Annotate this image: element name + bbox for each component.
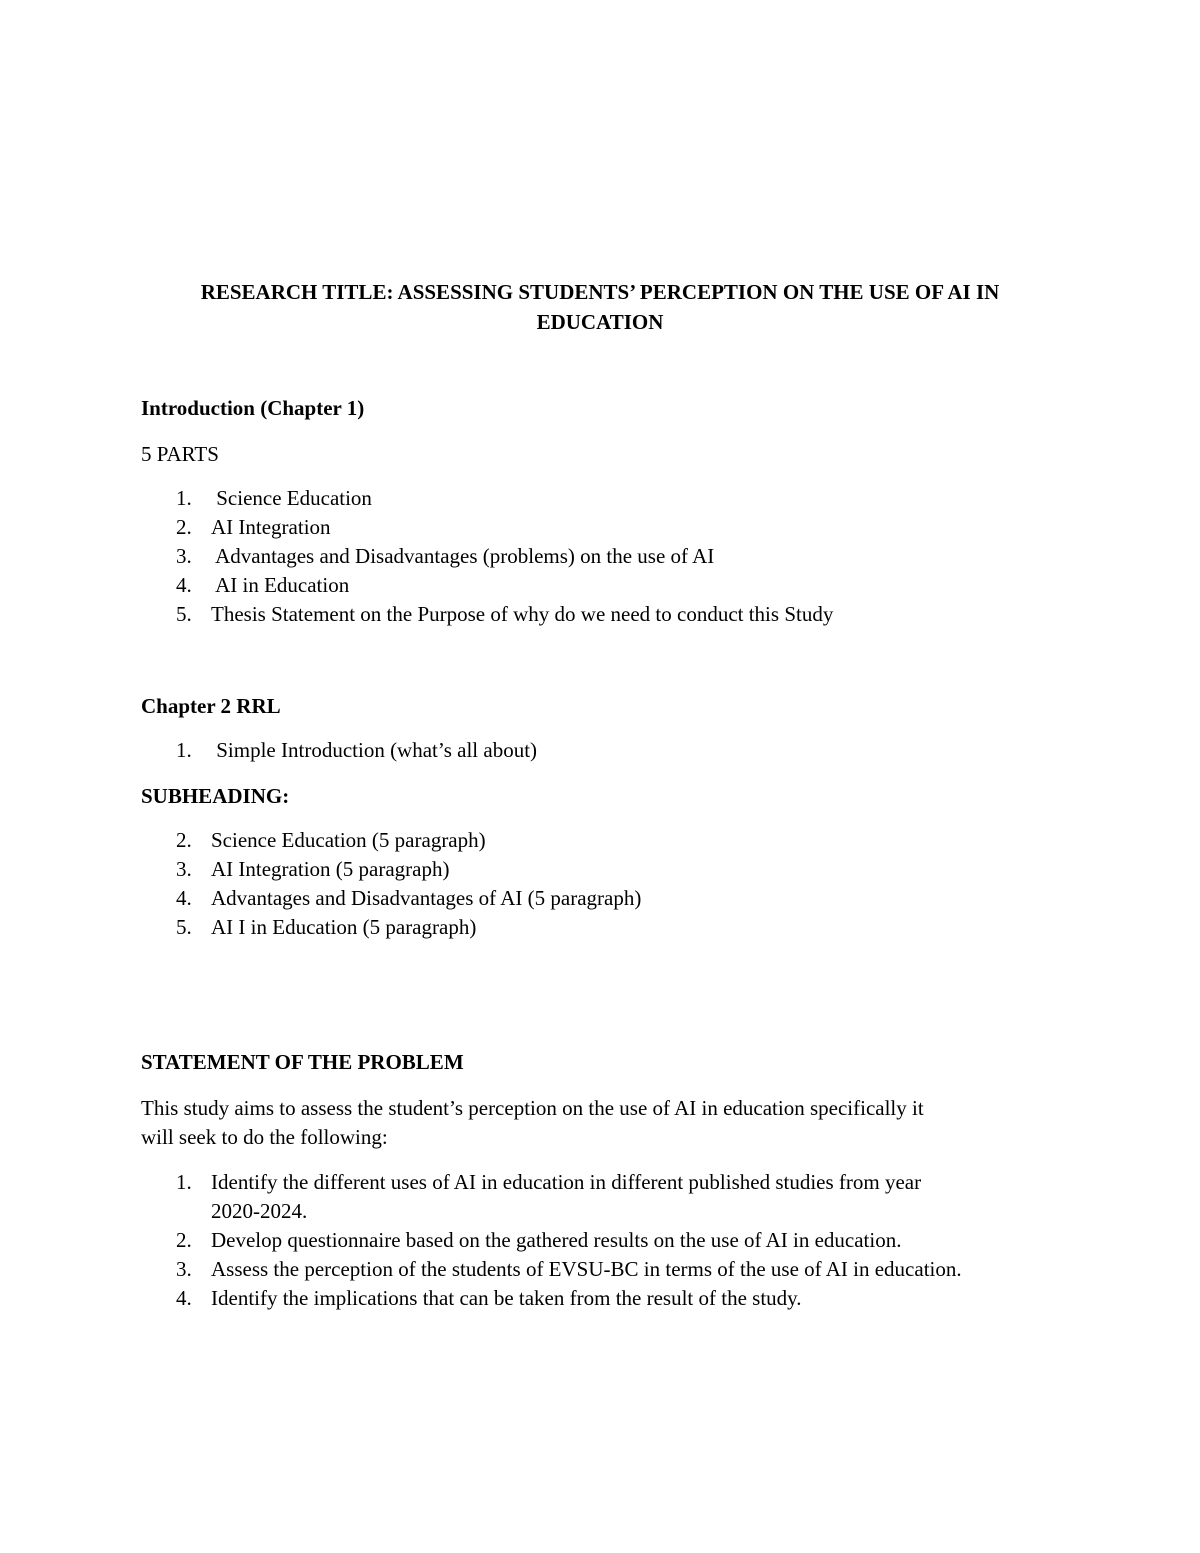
problem-section — [141, 1048, 1071, 1077]
chapter2-heading: Chapter 2 RRL — [141, 694, 281, 718]
list-item — [141, 600, 1071, 629]
list-item — [141, 884, 1071, 913]
list-item-text-continued: 2020-2024. — [211, 1199, 308, 1223]
list-item-text: AI Integration (5 paragraph) — [211, 857, 450, 881]
list-number: 3. — [176, 544, 192, 568]
problem-paragraph-line-1: This study aims to assess the student’s perception on the use of AI in education specifically it — [141, 1096, 924, 1120]
list-item — [141, 513, 1071, 542]
list-number: 2. — [176, 515, 192, 539]
list-item-text: AI in Education — [211, 573, 350, 597]
research-title — [100, 277, 1100, 337]
list-item — [141, 913, 1071, 942]
list-item-text: Advantages and Disadvantages of AI (5 paragraph) — [211, 886, 642, 910]
list-item-text: AI I in Education (5 paragraph) — [211, 915, 477, 939]
problem-heading: STATEMENT OF THE PROBLEM — [141, 1050, 464, 1074]
parts-label: 5 PARTS — [141, 442, 219, 466]
list-item — [141, 1168, 1071, 1226]
research-title-line-2: EDUCATION — [536, 310, 664, 334]
list-item-text: Identify the implications that can be taken from the result of the study. — [211, 1286, 802, 1310]
research-title-line-1: RESEARCH TITLE: ASSESSING STUDENTS’ PERCEPTION ON THE USE OF AI IN — [200, 280, 1000, 304]
list-item-text: Advantages and Disadvantages (problems) on the use of AI — [211, 544, 715, 568]
list-item — [141, 1255, 1071, 1284]
list-number: 4. — [176, 573, 192, 597]
list-item — [141, 736, 1071, 765]
list-item-text: Identify the different uses of AI in education in different published studies from year — [211, 1170, 922, 1194]
list-number: 2. — [176, 828, 192, 852]
list-number: 4. — [176, 886, 192, 910]
chapter2-intro-block — [141, 736, 1071, 765]
problem-paragraph-line-2: will seek to do the following: — [141, 1125, 388, 1149]
chapter2-list — [141, 826, 1071, 942]
list-item-text: AI Integration — [211, 515, 331, 539]
subheading-block — [141, 782, 1071, 811]
introduction-section — [141, 394, 1071, 423]
list-number: 3. — [176, 1257, 192, 1281]
chapter2-list-block — [141, 826, 1071, 942]
list-number: 3. — [176, 857, 192, 881]
list-item-text: Science Education (5 paragraph) — [211, 828, 486, 852]
list-item — [141, 542, 1071, 571]
list-number: 5. — [176, 602, 192, 626]
list-number: 1. — [176, 486, 192, 510]
list-number: 1. — [176, 738, 192, 762]
chapter2-section — [141, 692, 1071, 721]
introduction-list — [141, 484, 1071, 629]
problem-paragraph-block — [141, 1094, 1071, 1152]
list-item — [141, 826, 1071, 855]
problem-list-block — [141, 1168, 1071, 1313]
list-number: 5. — [176, 915, 192, 939]
list-item-text: Thesis Statement on the Purpose of why do we need to conduct this Study — [211, 602, 834, 626]
list-item-text: Assess the perception of the students of EVSU-BC in terms of the use of AI in education. — [211, 1257, 962, 1281]
parts-label-block — [141, 440, 1071, 469]
list-item-text: Develop questionnaire based on the gathered results on the use of AI in education. — [211, 1228, 902, 1252]
introduction-list-block — [141, 484, 1071, 629]
chapter2-intro-list — [141, 736, 1071, 765]
list-item-text: Simple Introduction (what’s all about) — [211, 738, 538, 762]
list-number: 2. — [176, 1228, 192, 1252]
list-item-text: Science Education — [211, 486, 372, 510]
introduction-heading: Introduction (Chapter 1) — [141, 396, 365, 420]
problem-list — [141, 1168, 1071, 1313]
list-number: 1. — [176, 1170, 192, 1194]
list-item — [141, 571, 1071, 600]
list-item — [141, 855, 1071, 884]
list-item — [141, 1284, 1071, 1313]
list-item — [141, 1226, 1071, 1255]
subheading-label: SUBHEADING: — [141, 784, 290, 808]
list-item — [141, 484, 1071, 513]
list-number: 4. — [176, 1286, 192, 1310]
